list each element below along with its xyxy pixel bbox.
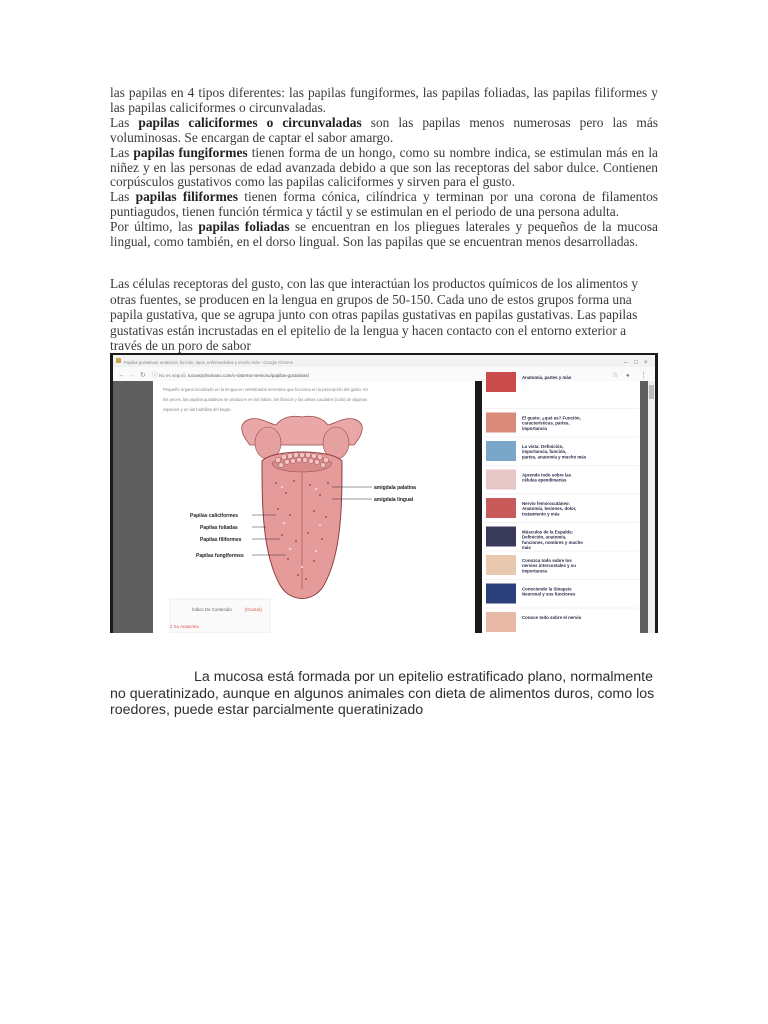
article-title[interactable]: Conoce todo sobre el nervio	[522, 615, 582, 620]
text-line: papila gustativa, que se agrupa junto con otras papilas gustativas en papilas gustativas. Las papilas	[110, 307, 638, 323]
article-thumbnail[interactable]	[486, 612, 516, 632]
info-icon: ⓘ	[152, 373, 159, 379]
menu-icon[interactable]: ⋮	[640, 372, 647, 379]
star-icon[interactable]: ☆	[612, 372, 619, 379]
article-title[interactable]: Aprende todo sobre las células ependimarias	[522, 472, 572, 483]
text-line: corpúsculos gustativos como las papilas caliciformes y sirven para el gusto.	[110, 174, 515, 190]
text-line: otras fuentes, se producen en la lengua en grupos de 50-150. Cada uno de estos grupos forma una	[110, 291, 632, 307]
text-line: roedores, puede estar parcialmente queratinizado	[110, 702, 424, 719]
article-title[interactable]: El gusto; ¿qué es? Función, características, partes, importancia	[522, 415, 581, 431]
text-line: Las papilas filiformes tienen forma cónica, cilíndrica y terminan por una corona de filamentos	[110, 189, 658, 205]
text-line: Las células receptoras del gusto, con las que interactúan los productos químicos de los alimentos y	[110, 276, 639, 291]
intro-line: Pequeño órgano localizado en la lengua en vertebrados terrestres que funciona en la percepción del gusto. En	[163, 387, 369, 392]
mucosa-paragraph	[110, 669, 658, 719]
url-text[interactable]: tucuerpohumano.com/c-sistema-nervioso/papilas-gustativas/	[188, 373, 310, 378]
article-title[interactable]: La vista: Definición, importancia, función, partes, anatomía y mucho más	[522, 444, 587, 460]
papilas-types-paragraph	[110, 86, 658, 250]
text-line: las papilas en 4 tipos diferentes: las papilas fungiformes, las papilas foliadas, las papilas filiformes y	[110, 85, 658, 100]
minimize-icon[interactable]: –	[624, 360, 628, 366]
label-fungiformes: Papilas fungiformes	[196, 553, 244, 559]
article-thumbnail[interactable]	[486, 372, 516, 392]
window-title: Papilas gustativas: anatomía, función, tipos, enfermedades y mucho más - Google Chrome	[124, 360, 293, 365]
label-foliadas: Papilas foliadas	[200, 525, 238, 531]
article-thumbnail[interactable]	[486, 527, 516, 547]
text-line: Por último, las papilas foliadas se encuentran en los pliegues laterales y pequeños de la mucosa	[110, 219, 658, 235]
label-caliciformes: Papilas caliciformes	[190, 513, 239, 519]
toc-toggle[interactable]: [Ocultar]	[245, 607, 262, 612]
article-title[interactable]: Conozca todo sobre los nervios intercostales y su importancia	[522, 558, 576, 574]
toc-title: Índice De Contenido	[192, 607, 232, 612]
text-line: las papilas caliciformes o circunvaladas.	[110, 99, 327, 115]
account-icon[interactable]: ●	[626, 373, 630, 379]
bold-term: papilas caliciformes o circunvaladas	[138, 114, 362, 130]
text-line: través de un poro de sabor	[110, 338, 251, 354]
intro-line: los peces, las papilas gustativas se producen en los labios, los flancos y las aletas caudales (cola) de algunas	[163, 397, 367, 402]
article-title[interactable]: Conociendo la Sinapsis Neuronal y sus funciones	[522, 586, 576, 597]
bold-term: papilas filiformes	[135, 189, 238, 205]
text-line: gustativas están incrustadas en el epitelio de la lengua y hacen contacto con el entorno exterior a	[110, 322, 627, 338]
label-amigdala-lingual: amígdala lingual	[374, 497, 414, 503]
text-line: no queratinizado, aunque en algunos animales con dieta de alimentos duros, como los	[110, 685, 655, 702]
label-amigdala-palatina: amígdala palatina	[374, 485, 416, 491]
article-title[interactable]: Nervio femorocutáneo: Anatomía, lesiones, dolor, tratamiento y más	[522, 501, 577, 517]
text-line: Las papilas caliciformes o circunvaladas son las papilas menos numerosas pero las más	[110, 114, 658, 130]
text-line: voluminosas. Se encargan de captar el sabor amargo.	[110, 129, 394, 145]
forward-icon[interactable]: →	[129, 372, 136, 379]
article-thumbnail[interactable]	[486, 498, 516, 518]
scrollbar[interactable]	[648, 381, 655, 633]
article-thumbnail[interactable]	[486, 555, 516, 575]
toc-item[interactable]: 1 Su Anatomía	[170, 624, 199, 629]
bold-term: papilas fungiformes	[133, 144, 248, 160]
taste-cells-paragraph	[110, 276, 658, 354]
maximize-icon[interactable]: □	[634, 360, 638, 366]
scrollbar-thumb[interactable]	[649, 385, 654, 399]
close-icon[interactable]: ×	[644, 360, 648, 366]
article-thumbnail[interactable]	[486, 441, 516, 461]
text-line: puntiagudos, tienen función térmica y táctil y se estimulan en el periodo de una persona adulta.	[110, 204, 620, 220]
embedded-browser-screenshot	[110, 353, 658, 633]
label-filiformes: Papilas filiformes	[200, 537, 242, 543]
article-thumbnail[interactable]	[486, 584, 516, 604]
reload-icon[interactable]: ↻	[140, 372, 146, 379]
intro-line: especies y en las barbillas del bagre.	[163, 407, 232, 412]
article-title[interactable]: Músculos de la Espalda: Definición, anatomía, funciones, nombres y mucho más	[522, 529, 583, 551]
text-line: lingual, como también, en el dorso lingual. Son las papilas que se encuentran menos desarrolladas.	[110, 234, 639, 250]
article-title[interactable]: Anatomía, partes y más	[522, 375, 572, 380]
text-line: niñez y en las personas de edad avanzada debido a que son las receptoras del sabor dulce. Contienen	[110, 159, 658, 175]
article-thumbnail[interactable]	[486, 413, 516, 433]
bold-term: papilas foliadas	[198, 219, 290, 235]
security-label: No es seguro	[159, 373, 186, 378]
back-icon[interactable]: ←	[118, 372, 125, 379]
favicon-icon	[116, 358, 121, 363]
article-thumbnail[interactable]	[486, 470, 516, 490]
text-line: La mucosa está formada por un epitelio estratificado plano, normalmente	[194, 669, 653, 685]
text-line: Las papilas fungiformes tienen forma de un hongo, como su nombre indica, se estimulan más en la	[110, 144, 658, 160]
